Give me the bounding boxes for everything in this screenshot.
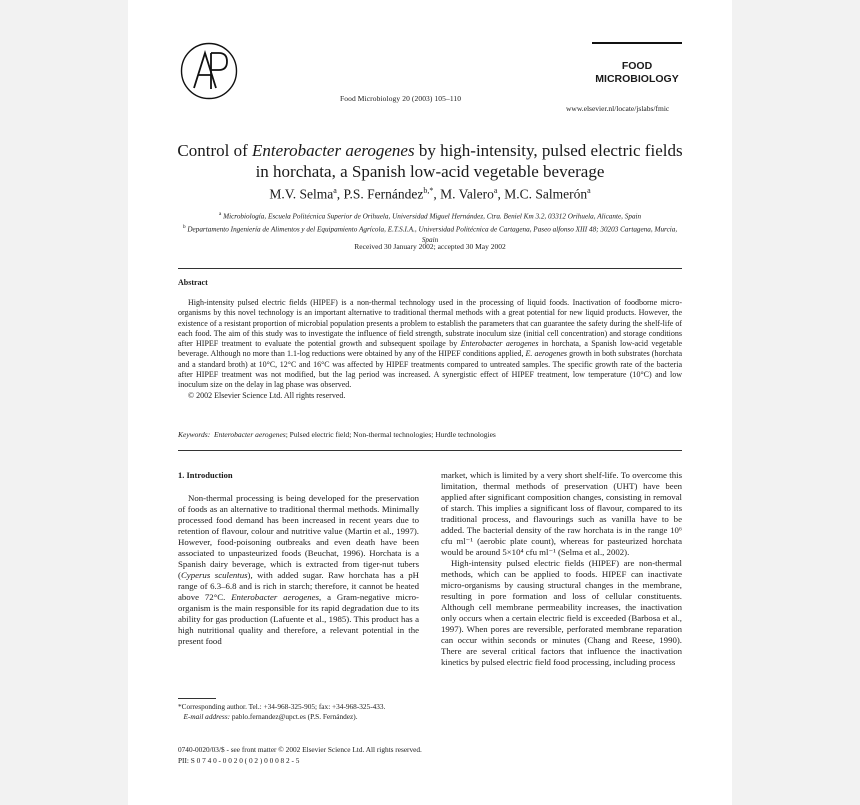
abstract-copyright: © 2002 Elsevier Science Ltd. All rights reserved. <box>188 390 346 400</box>
author-name: P.S. Fernández <box>343 186 424 202</box>
article-title <box>176 140 684 182</box>
pii-line: PII: S 0 7 4 0 - 0 0 2 0 ( 0 2 ) 0 0 0 8 2 - 5 <box>178 756 300 765</box>
author-name: M. Valero <box>440 186 494 202</box>
keyword-italic: Enterobacter aerogenes <box>213 430 286 439</box>
author-affil-mark: a <box>333 186 337 195</box>
footnote-rule <box>178 698 216 699</box>
column-left <box>178 470 419 647</box>
journal-name-line2: MICROBIOLOGY <box>595 73 679 85</box>
journal-reference: Food Microbiology 20 (2003) 105–110 <box>340 94 462 103</box>
journal-url[interactable]: www.elsevier.nl/locate/jslabs/fmic <box>566 104 670 113</box>
footnotes <box>178 702 419 722</box>
abstract-bottom-rule <box>178 450 682 451</box>
author-affil-mark: b,* <box>423 186 434 195</box>
abstract-body <box>178 298 682 401</box>
author-affil-mark: a <box>587 186 591 195</box>
abstract-text: High-intensity pulsed electric fields (HIPEF) is a non-thermal technology used in the processing of liquid foods. Inactivation of foodborne micro-organisms by this novel technology is an important alternative to traditional thermal methods with a great potential for new liquid products. However, the existence of a resistant proportion of microbial population presents a problem to establish the parameters that can guarantee the safety during the shelf-life of each food. The aim of this study was to investigate the influence of field strength, substrate inoculum size (initial cell concentration) and storage conditions after HIPEF treatment to evaluate the potential growth and subsequent spoilage by Enterobacter aerogenes in horchata, a Spanish low-acid vegetable beverage. Although no more than 1.1-log reductions were obtained by any of the HIPEF conditions applied, E. aerogenes growth in both substrates (horchata and a standard broth) at 10°C, 12°C and 16°C was affected by HIPEF treatments compared to untreated samples. The specific growth rate of the bacteria after HIPEF treatment was not modified, but the lag period was increased. A synergistic effect of HIPEF treatment, low temperature (10°C) and low inoculum size on the delay in lag phase was observed. <box>178 298 682 390</box>
publication-metadata <box>178 744 578 766</box>
affiliation-a: $^a$ Microbiología, Escuela Politécnica Superior de Orihuela, Universidad Miguel Hernández, Ctra. Beniel Km 3.2, 03312 Orihuela, Alicante, Spain <box>218 211 642 221</box>
journal-name <box>592 42 682 86</box>
author-affil-mark: a <box>493 186 498 195</box>
abstract-heading: Abstract <box>178 278 208 287</box>
keywords-label: Keywords: <box>178 430 211 439</box>
publisher-logo <box>180 42 238 100</box>
intro-paragraph-2: High-intensity pulsed electric fields (HIPEF) are non-thermal methods, which can be applied to foods. HIPEF can inactivate micro-organisms by causing structural changes in the membrane, resulting in pore formation and loss of cellular constituents. Although cell membrane permeability increases, the inactivation only occurs when a certain electric field is exceeded (Barbosa et al., 1997). When pores are reversible, perforated membrane reparation can occur within seconds or minutes (Chang and Reese, 1990). There are several critical factors that influence the inactivation kinetics by pulsed electric field food processing, including process <box>441 558 682 667</box>
received-dates: Received 30 January 2002; accepted 30 May 2002 <box>354 242 506 251</box>
title-part2: by high-intensity, pulsed electric fields in horchata, a Spanish low-acid vegetable beverage <box>255 141 683 181</box>
title-italic: Enterobacter aerogenes <box>252 141 415 160</box>
title-part1: Control of <box>177 141 253 160</box>
author-name: M.V. Selma <box>269 186 334 202</box>
page-sheet <box>128 0 732 805</box>
journal-name-line1: FOOD <box>621 60 653 72</box>
author-name: M.C. Salmerón <box>504 186 588 202</box>
author-list: M.V. Selma$^a$, P.S. Fernández$^{b,*}$, M. Valero$^a$, M.C. Salmerón$^a$ <box>269 186 591 202</box>
affiliations <box>176 209 684 245</box>
intro-paragraph-continued: market, which is limited by a very short shelf-life. To overcome this limitation, thermal methods of preservation (UHT) have been applied after significant composition changes, consisting in removal of starch. This implies a significant loss of flavour, compared to its traditional process, and flavourings such as vanilla have to be added. The bacterial density of the raw horchata is in the range 10⁶ cfu ml⁻¹ (aerobic plate count), whereas for pasteurized horchata would be around 5×10⁴ cfu ml⁻¹ (Selma et al., 2002). <box>441 470 682 557</box>
corresponding-author-note: *Corresponding author. Tel.: +34-968-325-905; fax: +34-968-325-433. <box>178 702 386 711</box>
keywords <box>178 430 682 439</box>
abstract-top-rule <box>178 268 682 269</box>
keywords-rest: ; Pulsed electric field; Non-thermal technologies; Hurdle technologies <box>285 430 496 439</box>
affiliation-b: $^b$ Departamento Ingeniería de Alimentos y del Equipamiento Agrícola, E.T.S.I.A., Universidad Politécnica de Cartagena, Paseo alfonso XIII 48; 30203 Cartagena, Murcia, Spain <box>182 223 678 244</box>
section-heading: 1. Introduction <box>178 470 233 480</box>
issn-line: 0740-0020/03/$ - see front matter © 2002 Elsevier Science Ltd. All rights reserved. <box>178 745 422 754</box>
email-note: E-mail address: pablo.fernandez@upct.es (P.S. Fernández). <box>183 712 358 721</box>
column-right <box>441 470 682 668</box>
intro-paragraph-1: Non-thermal processing is being developed for the preservation of foods as an alternative to traditional thermal methods. Minimally processed food demand has been increased in recent years due to retention of flavour, colour and nutritive value (Martin et al., 1997). However, food-poisoning outbreaks and even death have been associated to unpasteurized foods (Beuchat, 1996). Horchata is a Spanish dairy beverage, which is extracted from tiger-nut tubers (Cyperus sculentus), with added sugar. Raw horchata has a pH range of 6.3–6.8 and is rich in starch; therefore, it cannot be heated above 72°C. Enterobacter aerogenes, a Gram-negative micro-organism is the main responsible for its rapid degradation due to its ability for gas production (Lafuente et al., 1985). This product has a high nutritional quality and therefore, a relevant potential in the present food <box>178 493 419 646</box>
